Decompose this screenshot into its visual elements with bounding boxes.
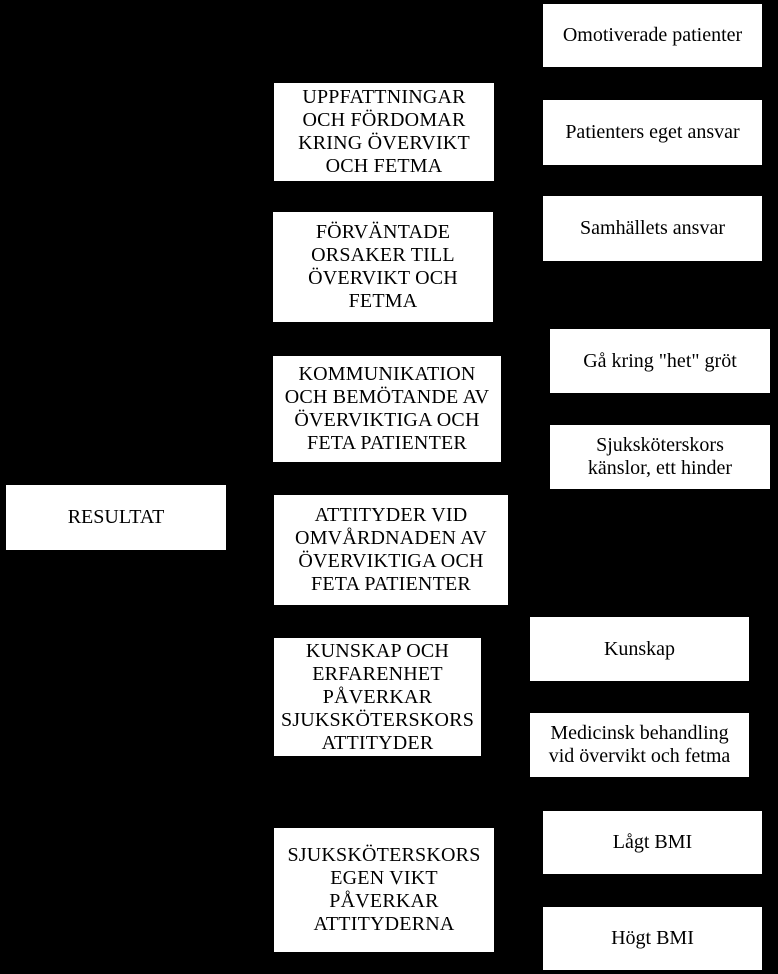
subtheme-label: Patienters eget ansvar: [565, 121, 740, 143]
theme-box-kunskap: [274, 638, 481, 756]
subtheme-box-omotiverade: [543, 4, 762, 67]
theme-line: OCH FÖRDOMAR: [302, 109, 466, 131]
theme-box-orsaker: [273, 212, 493, 322]
theme-line: ÖVERVIKTIGA OCH: [298, 550, 484, 572]
theme-line: ÖVERVIKT OCH: [308, 267, 458, 289]
theme-line: SJUKSKÖTERSKORS: [280, 708, 475, 731]
theme-box-egen-vikt: [274, 828, 494, 952]
theme-line: FETMA: [348, 290, 418, 312]
theme-line: OMVÅRDNADEN AV: [295, 527, 487, 549]
subtheme-box-kanslor: [550, 425, 770, 489]
subtheme-label: känslor, ett hinder: [587, 457, 733, 479]
theme-line: EGEN VIKT: [330, 867, 438, 889]
subtheme-box-lagt-bmi: [543, 811, 762, 874]
theme-line: ATTITYDER: [321, 731, 434, 754]
subtheme-label: Omotiverade patienter: [562, 24, 743, 46]
subtheme-label: Sjuksköterskors: [596, 434, 724, 456]
theme-line: PÅVERKAR: [322, 685, 433, 708]
root-box-resultat: [6, 485, 226, 550]
theme-line: ORSAKER TILL: [311, 244, 455, 266]
theme-line: KUNSKAP OCH: [305, 639, 450, 662]
subtheme-label: vid övervikt och fetma: [548, 745, 731, 767]
subtheme-label: Gå kring "het" gröt: [583, 349, 737, 372]
subtheme-label: Kunskap: [603, 637, 676, 660]
theme-line: ERFARENHET: [312, 662, 443, 685]
theme-line: SJUKSKÖTERSKORS: [287, 844, 481, 866]
subtheme-box-medicinsk: [530, 713, 749, 777]
subtheme-label: Lågt BMI: [612, 831, 693, 853]
subtheme-box-samhallets-ansvar: [543, 196, 762, 261]
subtheme-box-eget-ansvar: [543, 100, 762, 165]
theme-line: ATTITYDER VID: [314, 504, 468, 526]
theme-line: FÖRVÄNTADE: [315, 221, 451, 243]
root-label: RESULTAT: [67, 506, 165, 528]
theme-line: UPPFATTNINGAR: [302, 86, 466, 108]
theme-line: KOMMUNIKATION: [298, 363, 476, 385]
theme-box-uppfattningar: [274, 83, 494, 181]
theme-line: ATTITYDERNA: [313, 913, 455, 935]
theme-line: PÅVERKAR: [329, 890, 439, 912]
subtheme-label: Medicinsk behandling: [550, 722, 729, 744]
theme-box-kommunikation: [273, 356, 501, 462]
subtheme-label: Högt BMI: [611, 927, 694, 949]
theme-line: FETA PATIENTER: [307, 432, 467, 454]
subtheme-box-kunskap: [530, 617, 749, 681]
theme-box-attityder: [274, 495, 508, 605]
subtheme-box-hogt-bmi: [543, 907, 762, 970]
subtheme-label: Samhällets ansvar: [580, 217, 725, 239]
theme-line: OCH BEMÖTANDE AV: [284, 386, 490, 408]
theme-line: OCH FETMA: [325, 155, 443, 177]
theme-line: ÖVERVIKTIGA OCH: [294, 409, 480, 431]
theme-line: KRING ÖVERVIKT: [298, 132, 470, 154]
theme-line: FETA PATIENTER: [311, 573, 471, 595]
subtheme-box-het-grot: [550, 329, 770, 393]
